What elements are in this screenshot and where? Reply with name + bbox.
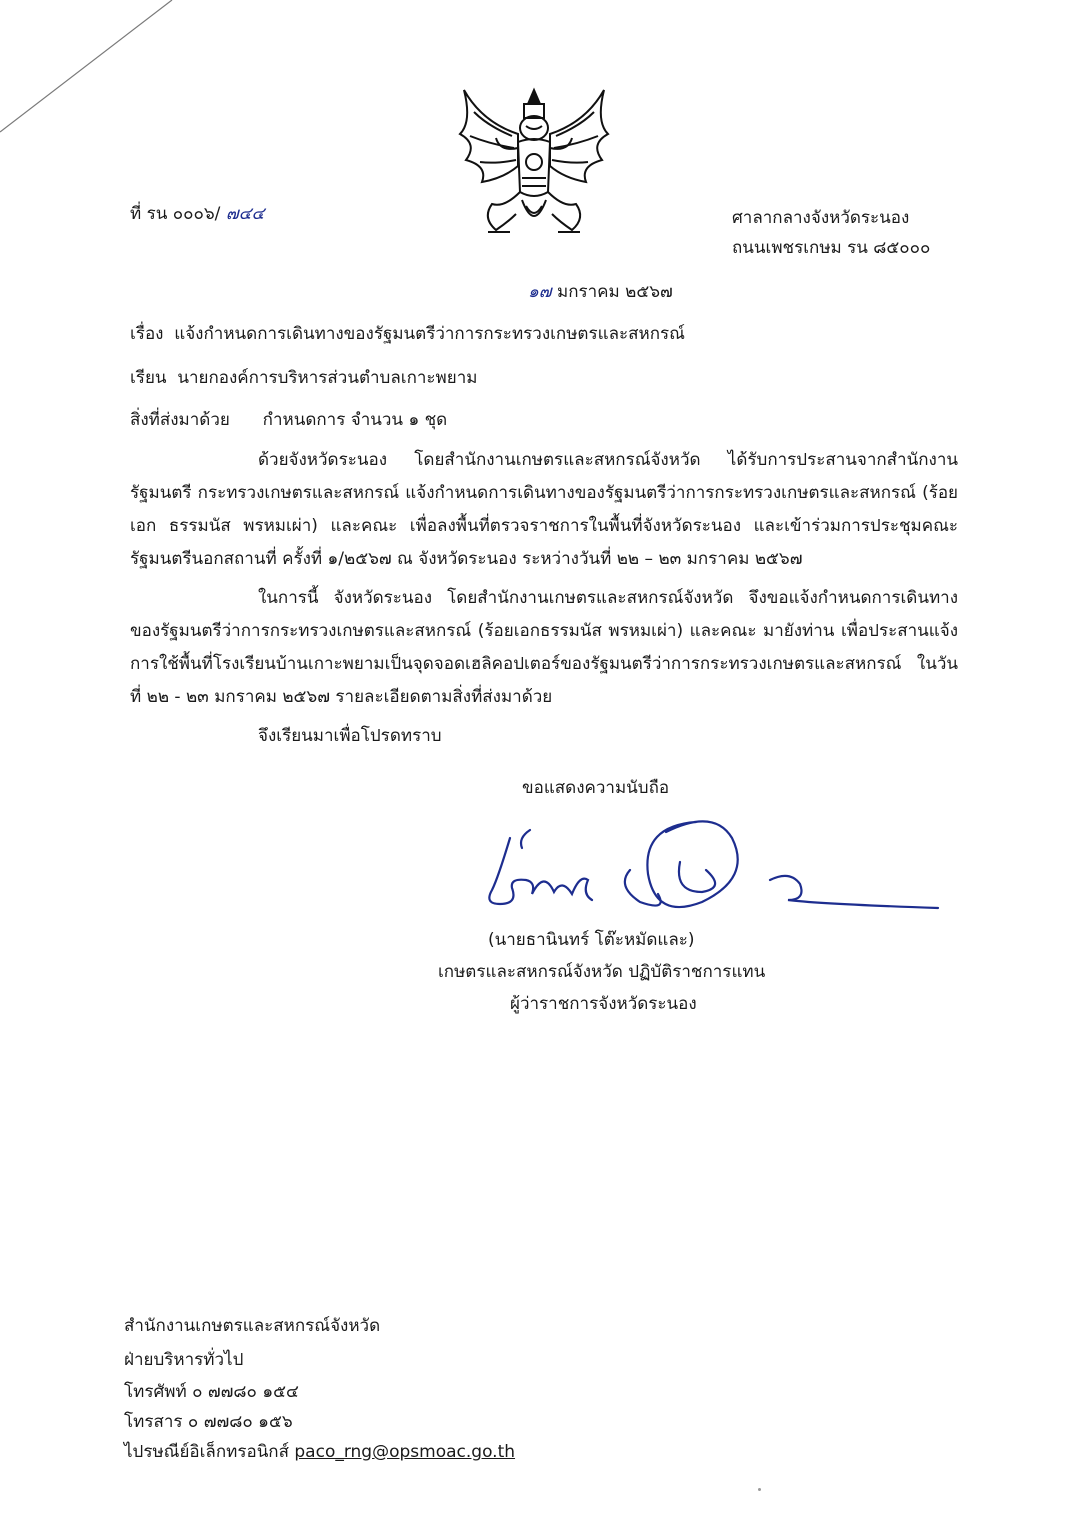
date-month-year: มกราคม ๒๕๖๗ <box>556 282 673 302</box>
enclosure-line <box>130 406 447 433</box>
address-line-2: ถนนเพชรเกษม รน ๘๕๐๐๐ <box>732 238 931 258</box>
signer-title-line-2: ผู้ว่าราชการจังหวัดระนอง <box>510 994 697 1014</box>
reference-prefix: ที่ รน ๐๐๐๖/ <box>130 204 221 224</box>
paragraph-2-text: ในการนี้ จังหวัดระนอง โดยสำนักงานเกษตรและสหกรณ์จังหวัด จึงขอแจ้งกำหนดการเดินทางของรัฐมนตรีว่าการกระทรวงเกษตรและสหกรณ์ (ร้อยเอกธรรมนัส พรหมเผ่า) และคณะ มายังท่าน เพื่อประสานแจ้งการใช้พื้นที่โรงเรียนบ้านเกาะพยามเป็นจุดจอดเฮลิคอปเตอร์ของรัฐมนตรีว่าการกระทรวงเกษตรและสหกรณ์ ในวันที่ ๒๒ - ๒๓ มกราคม ๒๕๖๗ รายละเอียดตามสิ่งที่ส่งมาด้วย <box>130 588 958 707</box>
signer-title-line-1: เกษตรและสหกรณ์จังหวัด ปฏิบัติราชการแทน <box>438 962 766 982</box>
enclosure-text: กำหนดการ จำนวน ๑ ชุด <box>262 410 448 430</box>
subject-line <box>130 320 685 347</box>
subject-text: แจ้งกำหนดการเดินทางของรัฐมนตรีว่าการกระทรวงเกษตรและสหกรณ์ <box>174 324 685 344</box>
date-day-handwritten: ๑๗ <box>528 282 552 302</box>
footer-office: สำนักงานเกษตรและสหกรณ์จังหวัด <box>124 1316 381 1336</box>
footer-fax: โทรสาร ๐ ๗๗๘๐ ๑๕๖ <box>124 1412 293 1432</box>
footer-email-label: ไปรษณีย์อิเล็กทรอนิกส์ <box>124 1442 289 1462</box>
body-paragraph-2 <box>130 582 958 714</box>
recipient-label: เรียน <box>130 368 167 388</box>
recipient-line <box>130 364 477 391</box>
paragraph-1-text: ด้วยจังหวัดระนอง โดยสำนักงานเกษตรและสหกรณ์จังหวัด ได้รับการประสานจากสำนักงานรัฐมนตรี กระทรวงเกษตรและสหกรณ์ แจ้งกำหนดการเดินทางของรัฐมนตรีว่าการกระทรวงเกษตรและสหกรณ์ (ร้อยเอก ธรรมนัส พรหมเผ่า) และคณะ เพื่อลงพื้นที่ตรวจราชการในพื้นที่จังหวัดระนอง และเข้าร่วมการประชุมคณะรัฐมนตรีนอกสถานที่ ครั้งที่ ๑/๒๕๖๗ ณ จังหวัดระนอง ระหว่างวันที่ ๒๒ – ๒๓ มกราคม ๒๕๖๗ <box>130 450 958 569</box>
letter-date <box>528 278 673 305</box>
regards-text: ขอแสดงความนับถือ <box>522 778 670 798</box>
closing-line: จึงเรียนมาเพื่อโปรดทราบ <box>258 726 442 746</box>
signer-name: (นายธานินทร์ โต๊ะหมัดและ) <box>488 930 695 950</box>
footer-email-line <box>124 1438 515 1465</box>
subject-label: เรื่อง <box>130 324 164 344</box>
paper-speck <box>758 1488 761 1491</box>
reference-number <box>130 200 264 227</box>
recipient-text: นายกองค์การบริหารส่วนตำบลเกาะพยาม <box>177 368 478 388</box>
reference-handwritten: ๗๔๔ <box>225 204 265 224</box>
address-line-1: ศาลากลางจังหวัดระนอง <box>732 208 910 228</box>
footer-phone: โทรศัพท์ ๐ ๗๗๘๐ ๑๕๔ <box>124 1382 299 1402</box>
footer-division: ฝ่ายบริหารทั่วไป <box>124 1350 244 1370</box>
body-paragraph-1 <box>130 444 958 576</box>
corner-fold-line <box>0 0 180 140</box>
garuda-emblem <box>452 82 617 242</box>
footer-email-link[interactable]: paco_rng@opsmoac.go.th <box>294 1442 516 1462</box>
handwritten-signature <box>470 808 950 918</box>
enclosure-label: สิ่งที่ส่งมาด้วย <box>130 410 230 430</box>
